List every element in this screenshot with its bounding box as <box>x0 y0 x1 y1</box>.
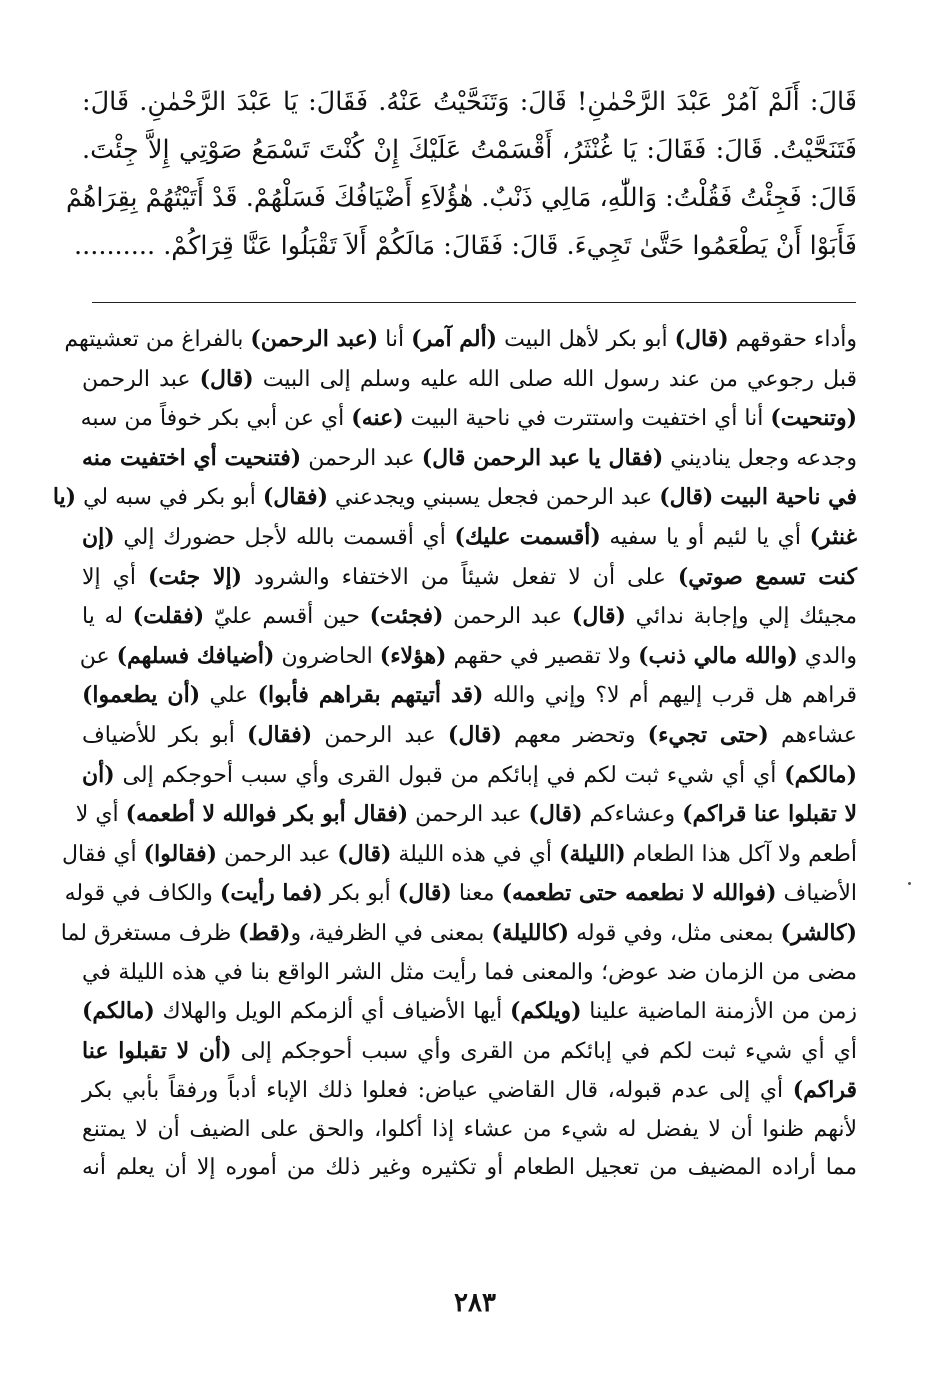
quoted-hadith-phrase: (إن <box>82 523 115 550</box>
quoted-hadith-phrase: (مالكم) <box>784 761 857 788</box>
quoted-hadith-phrase: (قال) <box>199 365 254 392</box>
commentary-segment: والكاف في قوله <box>64 881 220 907</box>
quoted-hadith-phrase: (هؤلاء) <box>379 642 447 669</box>
commentary-line <box>82 716 857 756</box>
commentary-line <box>82 1071 857 1111</box>
commentary-segment: أي عن أبي بكر خوفاً من سبه <box>80 406 352 432</box>
quoted-hadith-phrase: (حتى تجيء) <box>647 721 769 748</box>
commentary-segment: والدي <box>797 643 857 669</box>
commentary-segment: أي إلى عدم قبوله، قال القاضي عياض: فعلوا ذلك الإباء أدباً ورفقاً بأبي بكر <box>82 1078 793 1104</box>
commentary-line <box>82 1149 857 1188</box>
commentary-segment: ظرف مستغرق لما <box>60 920 239 946</box>
quoted-hadith-phrase: (كالليلة) <box>491 919 570 946</box>
commentary-line <box>62 835 857 875</box>
commentary-segment: أي فقال <box>62 841 144 867</box>
commentary-line <box>82 439 857 479</box>
quoted-hadith-phrase: (قال) <box>447 721 502 748</box>
commentary-segment: مجيئك إلي وإجابة ندائي <box>625 604 857 630</box>
commentary-segment: مضى من الزمان ضد عوض؛ والمعنى فما رأيت مثل الشر الواقع بنا في هذه الليلة في <box>82 959 857 985</box>
commentary-segment: عبد الرحمن <box>443 604 572 630</box>
commentary-segment: وأداء حقوقهم <box>728 327 857 352</box>
commentary-segment: أبو بكر للأضياف <box>82 722 248 748</box>
quoted-hadith-phrase: (كالشر) <box>780 919 857 946</box>
commentary-segment: عبد الرحمن <box>217 841 338 867</box>
commentary-segment: قبل رجوعي من عند رسول الله صلى الله عليه وسلم إلى البيت <box>253 366 857 392</box>
quoted-hadith-phrase: غنثر) <box>809 523 857 550</box>
quoted-hadith-phrase: (فقلت) <box>132 603 205 630</box>
quoted-hadith-phrase: (قال) <box>659 484 714 511</box>
commentary-line <box>64 320 857 360</box>
commentary-line <box>82 1111 857 1150</box>
quoted-hadith-phrase: (أضيافك فسلهم) <box>116 642 275 669</box>
commentary-segment: عشاءهم <box>768 722 858 748</box>
commentary-line <box>82 399 857 439</box>
commentary-segment: بالفراغ من تعشيتهم <box>64 327 251 352</box>
hadith-line: فَأَبَوْا أَنْ يَطْعَمُوا حَتَّىٰ تَجِيءَ. قَالَ: فَقَالَ: مَالَكُمْ أَلاَ تَقْبَلُوا عَنَّا قِرَاكُمْ. .......... <box>74 231 857 261</box>
commentary-line <box>75 795 857 835</box>
quoted-hadith-phrase: (ويلكم) <box>509 998 582 1025</box>
quoted-hadith-phrase: (قال) <box>571 603 626 630</box>
commentary-segment: عبد الرحمن <box>301 445 422 471</box>
quoted-hadith-phrase: (فقال) <box>247 721 313 748</box>
quoted-hadith-phrase: (عبد الرحمن) <box>250 326 379 352</box>
commentary-segment: وجدعه وجعل يناديني <box>663 445 858 471</box>
commentary-segment: أي أي شيء ثبت لكم في إبائكم من قبول القرى وأي سبب أحوجكم إلى <box>114 762 785 788</box>
commentary-segment: عبد الرحمن <box>82 366 200 392</box>
hadith-text <box>65 78 857 270</box>
commentary-segment: زمن من الأزمنة الماضية علينا <box>581 999 857 1025</box>
quoted-hadith-phrase: (قال) <box>397 880 452 907</box>
quoted-hadith-phrase: قراكم) <box>792 1077 857 1104</box>
commentary-line <box>82 676 857 716</box>
commentary-segment: أي لا <box>75 802 126 828</box>
commentary-segment: أي في هذه الليلة <box>391 841 560 867</box>
separator-rule <box>92 302 856 303</box>
commentary-segment: عبد الرحمن <box>312 722 448 748</box>
quoted-hadith-phrase: (أن <box>82 761 115 788</box>
commentary-line <box>82 756 857 796</box>
commentary-segment: وعشاءكم <box>582 802 683 828</box>
quoted-hadith-phrase: (أقسمت عليك) <box>454 523 601 550</box>
commentary-segment: أنا <box>378 327 412 352</box>
hadith-line: قَالَ: فَجِئْتُ فَقُلْتُ: وَاللّٰهِ، مَالِي ذَنْبٌ. هٰؤُلاَءِ أَضْيَافُكَ فَسَلْهُمْ. قَدْ أَتَيْتُهُمْ بِقِرَاهُمْ <box>65 183 857 213</box>
hadith-line: قَالَ: أَلَمْ آمُرْ عَبْدَ الرَّحْمٰنِ! قَالَ: وَتَنَحَّيْتُ عَنْهُ. فَقَالَ: يَا عَبْدَ الرَّحْمٰنِ. قَالَ: <box>82 87 857 117</box>
quoted-hadith-phrase: (مالكم) <box>82 998 155 1025</box>
quoted-hadith-phrase: (قط) <box>238 919 291 946</box>
commentary-line <box>82 360 857 400</box>
commentary-segment: أبو بكر لأهل البيت <box>497 327 675 352</box>
quoted-hadith-phrase: (قال) <box>337 840 392 867</box>
commentary-line <box>82 597 857 637</box>
commentary-segment: حين أقسم عليّ <box>204 604 370 630</box>
commentary-segment: على أن لا تفعل شيئاً من الاختفاء والشرود <box>242 564 678 590</box>
quoted-hadith-phrase: (يا <box>52 484 77 511</box>
commentary-text <box>52 320 858 1188</box>
commentary-line <box>82 558 857 598</box>
quoted-hadith-phrase: (والله مالي ذنب) <box>638 642 798 669</box>
quoted-hadith-phrase: كنت تسمع صوتي) <box>677 563 858 590</box>
commentary-segment: أي أقسمت بالله لأجل حضورك إلي <box>114 524 455 550</box>
commentary-segment: عبد الرحمن <box>408 802 529 828</box>
commentary-segment: أي يا لئيم أو يا سفيه <box>600 524 810 550</box>
quoted-hadith-phrase: (ألم آمر) <box>411 326 498 352</box>
quoted-hadith-phrase: في ناحية البيت <box>720 484 857 511</box>
quoted-hadith-phrase: (فما رأيت) <box>219 880 323 907</box>
commentary-line <box>60 914 857 954</box>
quoted-hadith-phrase: (قد أتيتهم بقراهم فأبوا) <box>257 682 484 709</box>
commentary-segment: قراهم هل قرب إليهم أم لا؟ وإني والله <box>483 683 857 709</box>
commentary-segment: لأنهم ظنوا أن لا يفضل له شيء من عشاء إذا أكلوا، والحق على الضيف أن لا يمتنع <box>82 1116 857 1142</box>
quoted-hadith-phrase: (قال) <box>528 801 583 828</box>
commentary-line <box>64 874 857 914</box>
quoted-hadith-phrase: (فقال أبو بكر فوالله لا أطعمه) <box>125 801 409 828</box>
commentary-segment: علي <box>200 683 258 709</box>
commentary-line <box>82 518 857 558</box>
quoted-hadith-phrase: (فقال يا عبد الرحمن قال) <box>421 444 664 471</box>
margin-mark <box>908 882 911 885</box>
commentary-line <box>82 992 857 1032</box>
quoted-hadith-phrase: (أن لا تقبلوا عنا <box>82 1037 232 1064</box>
commentary-segment: أبو بكر في سبه لي <box>76 485 263 511</box>
quoted-hadith-phrase: (قال) <box>674 326 729 352</box>
commentary-segment: أنا أي اختفيت واستترت في ناحية البيت <box>403 406 771 432</box>
hadith-line: فَتَنَحَّيْتُ. قَالَ: فَقَالَ: يَا غُنْثَرُ، أَقْسَمْتُ عَلَيْكَ إِنْ كُنْتَ تَسْمَعُ صَوْتِي إِلاَّ جِئْتَ. <box>82 135 857 165</box>
commentary-line <box>79 637 857 677</box>
quoted-hadith-phrase: (عنه) <box>351 405 404 432</box>
commentary-segment: أبو بكر <box>322 881 398 907</box>
commentary-segment: أي إلا <box>82 564 149 590</box>
quoted-hadith-phrase: (فقالوا) <box>143 840 218 867</box>
commentary-line <box>52 478 857 518</box>
page-number: ٢٨٣ <box>454 1288 496 1318</box>
commentary-segment: الحاضرون <box>274 643 380 669</box>
commentary-line <box>82 954 857 993</box>
commentary-segment: أطعم ولا آكل هذا الطعام <box>625 841 857 867</box>
commentary-segment: بمعنى مثل، وفي قوله <box>569 920 781 946</box>
commentary-segment: مما أراده المضيف من تعجيل الطعام أو تكثيره وغير ذلك من أموره إلا أن يعلم أنه <box>82 1155 857 1181</box>
commentary-segment: وتحضر معهم <box>501 722 648 748</box>
commentary-segment: عن <box>79 643 117 669</box>
commentary-segment: أي أي شيء ثبت لكم في إبائكم من القرى وأي سبب أحوجكم إلى <box>231 1038 857 1064</box>
commentary-segment: بمعنى في الظرفية، و <box>290 920 492 946</box>
quoted-hadith-phrase: (أن يطعموا) <box>82 682 201 709</box>
commentary-segment: معنا <box>451 881 502 907</box>
commentary-segment: الأضياف <box>776 881 857 907</box>
commentary-segment: عبد الرحمن فجعل يسبني ويجدعني <box>327 485 660 511</box>
quoted-hadith-phrase: (فوالله لا نطعمه حتى تطعمه) <box>501 880 777 907</box>
quoted-hadith-phrase: (فجئت) <box>369 603 444 630</box>
quoted-hadith-phrase: (فقال) <box>262 484 328 511</box>
quoted-hadith-phrase: لا تقبلوا عنا قراكم) <box>682 801 857 828</box>
commentary-segment: له يا <box>82 604 133 630</box>
quoted-hadith-phrase: (الليلة) <box>559 840 626 867</box>
quoted-hadith-phrase: (فتنحيت أي اختفيت منه <box>82 444 302 471</box>
quoted-hadith-phrase: (إلا جئت) <box>148 563 243 590</box>
commentary-line <box>82 1032 857 1072</box>
quoted-hadith-phrase: (وتنحيت) <box>770 405 857 432</box>
commentary-segment: أيها الأضياف أي ألزمكم الويل والهلاك <box>154 999 510 1025</box>
commentary-segment: ولا تقصير في حقهم <box>446 643 639 669</box>
